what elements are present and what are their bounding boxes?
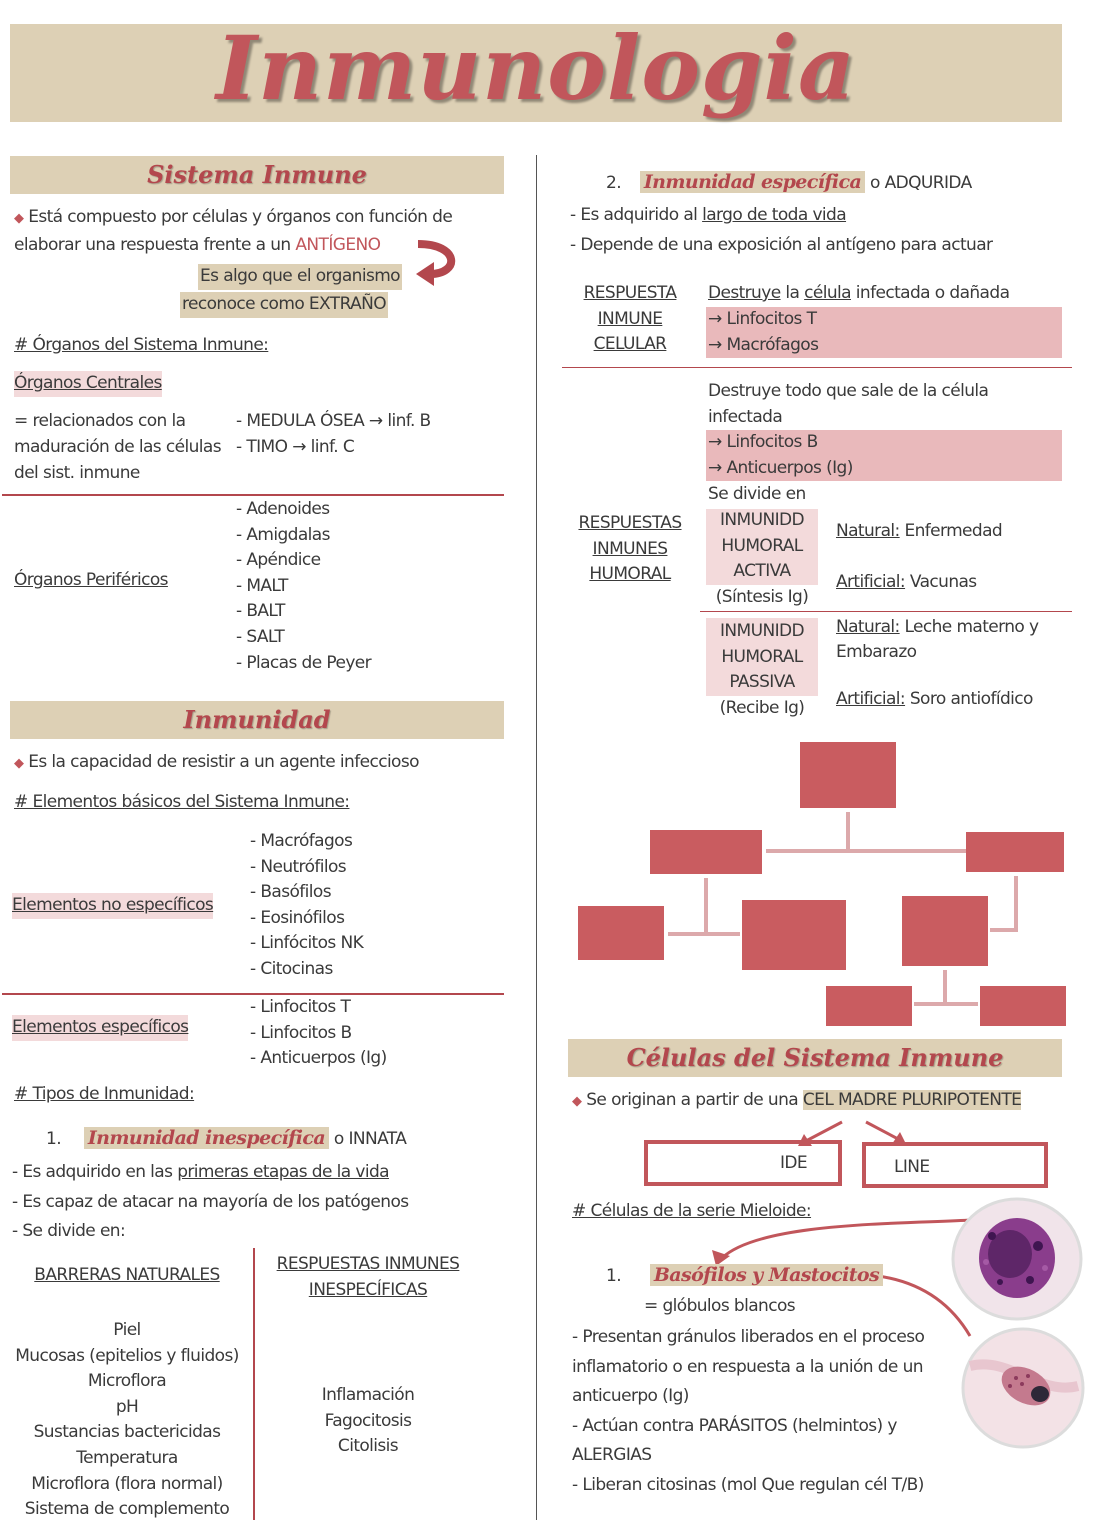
list-item: - Linfócitos NK (250, 933, 364, 954)
tree-connector (1014, 876, 1018, 932)
basofilos-eq: = glóbulos blancos (644, 1296, 796, 1316)
bullet-diamond-icon: ◆ (14, 211, 24, 226)
pasiva-label: INMUNIDD HUMORAL PASSIVA (Recibe Ig) (719, 621, 805, 718)
barreras-header: BARRERAS NATURALES (34, 1265, 220, 1285)
list-item: - Eosinófilos (250, 907, 345, 928)
pasiva-artificial: Artificial: Soro antiofídico (836, 689, 1033, 709)
divider (562, 367, 1072, 368)
section-header-inmunidad: Inmunidad (10, 701, 504, 739)
mieloide-title: # Células de la serie Mieloide: (572, 1201, 812, 1221)
basofilos-heading: 1. Basófilos y Mastocitos (606, 1261, 883, 1290)
list-item: → Linfocitos T (708, 309, 817, 329)
especifica-label: Inmunidad específica (640, 171, 865, 193)
list-item: - Amigdalas (236, 524, 330, 545)
especificos-label: Elementos específicos (12, 1015, 188, 1041)
list-item: Microflora (87, 1371, 167, 1392)
list-item: → Linfocitos B (708, 432, 818, 452)
list-item: - Anticuerpos (Ig) (250, 1048, 387, 1069)
humoral-list (706, 430, 1062, 481)
barreras-list (2, 1318, 252, 1523)
list-item: Inflamación (321, 1385, 415, 1405)
list-item: Piel (113, 1320, 141, 1340)
list-item: - MEDULA ÓSEA → linf. B (236, 411, 431, 431)
celular-list (706, 307, 1062, 358)
especificos-list (250, 995, 387, 1072)
celular-label: RESPUESTA INMUNE CELULAR (583, 283, 677, 355)
activa-natural: Natural: Enfermedad (836, 521, 1003, 541)
column-divider (536, 155, 537, 1520)
list-item: - Adenoides (236, 499, 330, 519)
list-item: pH (115, 1396, 139, 1417)
organos-centrales-list (236, 408, 431, 460)
organos-centrales-label: Órganos Centrales (14, 371, 162, 397)
list-item: - Linfocitos T (250, 997, 351, 1017)
innata-list: - Es adquirido en las primeras etapas de la vida - Es capaz de atacar na mayoría de los patógenos - Se divide en: (12, 1162, 409, 1241)
tree-mid-box (902, 896, 988, 966)
antigeno-note-1: Es algo que el organismo (198, 264, 402, 290)
innata-label: Inmunidad inespecífica (84, 1127, 329, 1149)
inmunidad-paragraph: ◆ Es la capacidad de resistir a un agente infeccioso (14, 752, 419, 772)
no-especificos-label: Elementos no específicos (12, 893, 213, 919)
respuestas-inesp-header: RESPUESTAS INMUNES INESPECÍFICAS (276, 1254, 460, 1300)
list-item: - SALT (236, 626, 285, 647)
tree-leaf-box (980, 986, 1066, 1026)
organos-title: # Órganos del Sistema Inmune: (14, 335, 269, 355)
tree-left-box (650, 830, 762, 874)
elementos-title: # Elementos básicos del Sistema Inmune: (14, 792, 350, 812)
tree-connector (766, 849, 966, 853)
list-item: → Macrófagos (708, 334, 819, 355)
especifica-list: - Es adquirido al largo de toda vida - Depende de una exposición al antígeno para actuar (570, 205, 993, 255)
list-item: Temperatura (76, 1447, 178, 1468)
antigeno-text: ANTÍGENO (295, 235, 381, 255)
list-item: Microflora (flora normal) (31, 1473, 223, 1494)
list-item: - Citocinas (250, 958, 333, 979)
organos-perifericos-list (236, 497, 371, 676)
basofilos-label: Basófilos y Mastocitos (650, 1264, 883, 1286)
table-divider (253, 1248, 255, 1520)
tree-right-box (966, 832, 1064, 872)
especifica-heading: 2. Inmunidad específica o ADQURIDA (606, 171, 972, 193)
mastocyte-cell-image (960, 1326, 1086, 1450)
humoral-label: RESPUESTAS INMUNES HUMORAL (578, 513, 682, 585)
list-item: - BALT (236, 601, 285, 622)
list-item: - MALT (236, 575, 288, 596)
list-item: Citolisis (337, 1436, 399, 1457)
respuestas-inesp-list (256, 1383, 480, 1460)
activa-label: INMUNIDD HUMORAL ACTIVA (Síntesis Ig) (715, 510, 809, 607)
no-especificos-list (250, 829, 363, 983)
tree-leaf-box (742, 900, 846, 970)
list-item: - Apéndice (236, 550, 321, 571)
list-item: - Basófilos (250, 882, 331, 903)
list-item: - Placas de Peyer (236, 652, 372, 673)
tree-root-box (800, 742, 896, 808)
list-item: Sustancias bactericidas (33, 1422, 221, 1443)
divider (700, 611, 1072, 612)
page-title: Inmunologia (215, 16, 857, 120)
ide-box: IDE (644, 1140, 842, 1186)
tree-connector (943, 970, 947, 1004)
list-item: → Anticuerpos (Ig) (708, 457, 853, 478)
curved-arrow-icon (408, 236, 458, 288)
list-item: Mucosas (epitelios y fluidos) (15, 1345, 239, 1366)
bullet-diamond-icon: ◆ (14, 756, 24, 771)
list-item: - Linfocitos B (250, 1022, 352, 1043)
tree-connector (990, 928, 1018, 932)
list-item: Sistema de complemento (24, 1499, 230, 1520)
section-header-sistema: Sistema Inmune (10, 156, 504, 194)
section-header-celulas: Células del Sistema Inmune (568, 1039, 1062, 1077)
humoral-desc: Destruye todo que sale de la célula infectada (708, 381, 989, 427)
celular-desc: Destruye la célula infectada o dañada (708, 283, 1010, 303)
antigeno-note-2: reconoce como EXTRAÑO (180, 292, 388, 318)
sistema-paragraph-2: elaborar una respuesta frente a un ANTÍGENO (14, 235, 381, 255)
basofilos-body: - Presentan gránulos liberados en el proceso inflamatorio o en respuesta a la unión de un anticuerpo (Ig) - Actúan contra PARÁSITOS (helmintos) y ALERGIAS - Liberan citosinas (mol Que regulan cél T/B) (572, 1327, 925, 1495)
innata-heading: 1. Inmunidad inespecífica o INNATA (46, 1127, 407, 1149)
tree-leaf-box (826, 986, 912, 1026)
tree-connector (668, 932, 740, 936)
pasiva-natural: Natural: Leche materno y Embarazo (836, 617, 1039, 662)
line-box: LINE (862, 1142, 1048, 1188)
tree-connector (914, 1002, 978, 1006)
activa-artificial: Artificial: Vacunas (836, 572, 977, 592)
celulas-paragraph: ◆ Se originan a partir de una CEL MADRE PLURIPOTENTE (572, 1090, 1022, 1110)
basophil-cell-image (950, 1196, 1084, 1322)
tree-connector (704, 878, 708, 934)
divider (2, 494, 504, 496)
list-item: - Neutrófilos (250, 856, 347, 877)
tree-leaf-box (578, 906, 664, 960)
bullet-diamond-icon: ◆ (572, 1094, 582, 1109)
list-item: - Macrófagos (250, 831, 353, 851)
sistema-paragraph: ◆ Está compuesto por células y órganos con función de (14, 207, 453, 227)
tree-connector (846, 812, 850, 852)
tipos-title: # Tipos de Inmunidad: (14, 1084, 195, 1104)
list-item: - TIMO → linf. C (236, 437, 355, 457)
organos-perifericos-label: Órganos Periféricos (14, 570, 168, 590)
humoral-divide: Se divide en (708, 484, 806, 504)
list-item: Fagocitosis (324, 1410, 412, 1431)
organos-centrales-desc: = relacionados con la maduración de las células del sist. inmune (14, 411, 221, 483)
